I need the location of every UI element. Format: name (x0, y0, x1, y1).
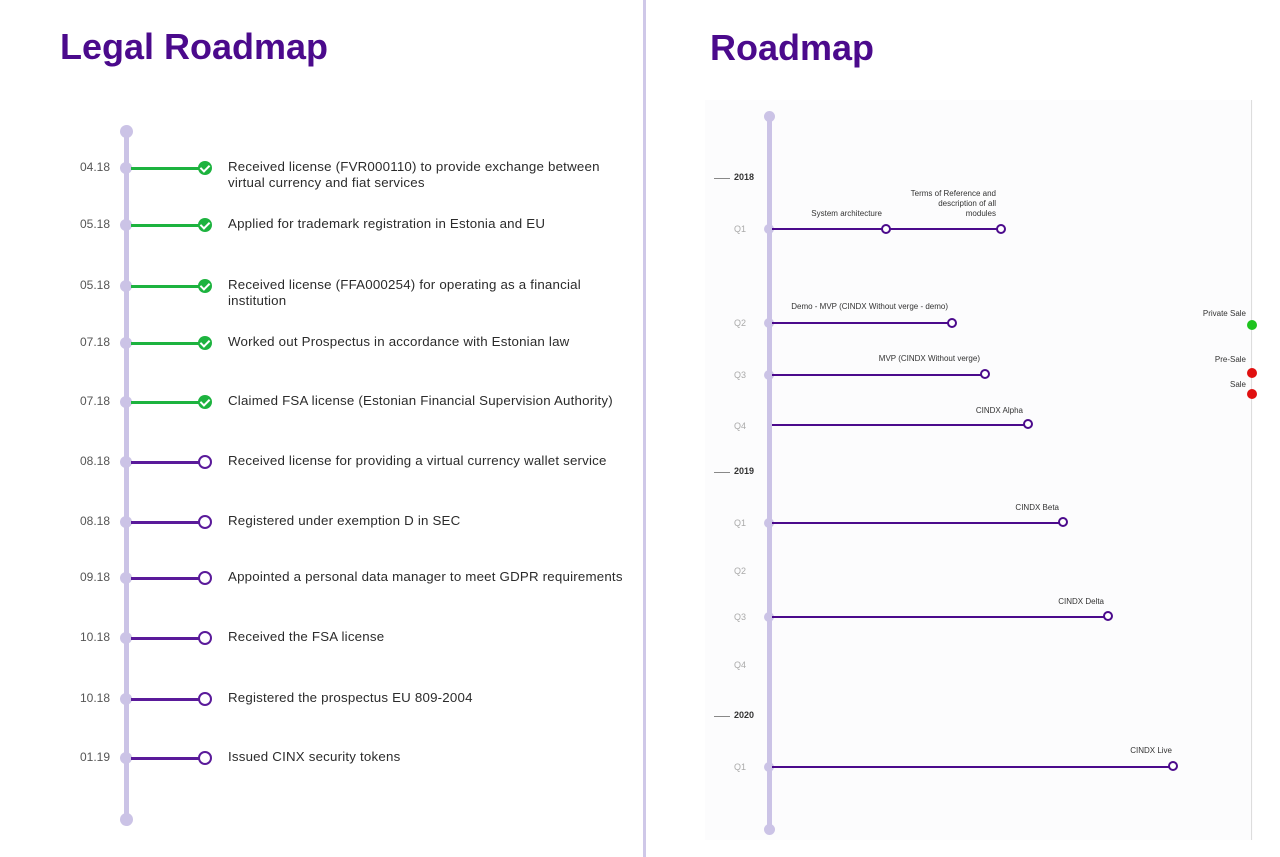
milestone-node (996, 224, 1006, 234)
legal-item (0, 512, 640, 532)
pending-circle-icon (198, 751, 212, 765)
connector-line (131, 698, 201, 701)
roadmap-right-edge (1251, 100, 1252, 840)
pending-circle-icon (198, 515, 212, 529)
legal-item (0, 628, 640, 648)
legal-item-text: Received the FSA license (228, 629, 385, 644)
pending-circle-icon (198, 692, 212, 706)
legal-item-text: Issued CINX security tokens (228, 749, 401, 764)
year-label: 2019 (734, 466, 755, 476)
connector-line (131, 637, 201, 640)
legal-item-text: Appointed a personal data manager to meet GDPR requirements (228, 569, 623, 584)
roadmap-title: Roadmap (710, 27, 875, 68)
milestone-label: Terms of Reference and description of all modules (910, 189, 996, 218)
year-marker-2018 (714, 172, 774, 184)
legal-item-date: 07.18 (79, 335, 110, 349)
year-tick (714, 716, 730, 717)
milestone-label: CINDX Alpha (975, 406, 1023, 415)
legal-item-text: Received license (FFA000254) for operating as a financial institution (228, 277, 581, 308)
pending-circle-icon (198, 631, 212, 645)
milestone-node (980, 369, 990, 379)
milestone-node (1168, 761, 1178, 771)
milestone-label: CINDX Beta (1015, 503, 1059, 512)
legal-item-date: 04.18 (79, 160, 110, 174)
legal-item-text: Applied for trademark registration in Estonia and EU (228, 216, 546, 231)
milestone-label: CINDX Live (1130, 746, 1172, 755)
sale-dot (1247, 389, 1257, 399)
year-tick (714, 178, 730, 179)
roadmap-end-cap (764, 824, 775, 835)
year-label: 2018 (734, 172, 755, 182)
milestone-node (881, 224, 891, 234)
milestone-line (772, 424, 1026, 426)
legal-timeline-end-cap (120, 813, 133, 826)
quarter-label: Q2 (733, 318, 746, 328)
legal-item-text: Received license for providing a virtual currency wallet service (228, 453, 607, 468)
legal-item (0, 568, 640, 588)
legal-item-date: 10.18 (79, 691, 110, 705)
legal-item-date: 10.18 (79, 630, 110, 644)
check-circle-icon (198, 279, 212, 293)
sale-label: Private Sale (1202, 309, 1246, 318)
legal-timeline-start-cap (120, 125, 133, 138)
sale-label: Pre-Sale (1214, 355, 1246, 364)
year-marker-2020 (714, 710, 774, 722)
legal-item-text: Worked out Prospectus in accordance with Estonian law (228, 334, 570, 349)
year-marker-2019 (714, 466, 774, 478)
pending-circle-icon (198, 571, 212, 585)
legal-item-date: 07.18 (79, 394, 110, 408)
milestone-line (772, 374, 984, 376)
pending-circle-icon (198, 455, 212, 469)
connector-line (131, 757, 201, 760)
legal-item (0, 689, 640, 709)
milestone-line (772, 616, 1108, 618)
connector-line (131, 461, 201, 464)
milestone-node (1103, 611, 1113, 621)
milestone-label: CINDX Delta (1058, 597, 1104, 606)
connector-line (131, 167, 201, 170)
connector-line (131, 521, 201, 524)
legal-item-date: 05.18 (79, 217, 110, 231)
quarter-label: Q4 (733, 660, 746, 670)
milestone-line (772, 766, 1172, 768)
milestone-line (772, 522, 1062, 524)
connector-line (131, 577, 201, 580)
private-sale-dot (1247, 320, 1257, 330)
connector-line (131, 342, 201, 345)
check-circle-icon (198, 395, 212, 409)
quarter-label: Q4 (733, 421, 746, 431)
legal-item (0, 748, 640, 768)
check-circle-icon (198, 161, 212, 175)
legal-item-text: Claimed FSA license (Estonian Financial Supervision Authority) (228, 393, 613, 408)
milestone-node (1058, 517, 1068, 527)
connector-line (131, 401, 201, 404)
legal-item (0, 215, 640, 235)
quarter-label: Q1 (733, 518, 746, 528)
legal-item (0, 158, 640, 190)
milestone-line (772, 322, 952, 324)
legal-item-date: 09.18 (79, 570, 110, 584)
legal-item-date: 01.19 (79, 750, 110, 764)
year-label: 2020 (734, 710, 755, 720)
quarter-label: Q3 (733, 370, 746, 380)
quarter-label: Q1 (733, 762, 746, 772)
year-tick (714, 472, 730, 473)
milestone-label: Demo - MVP (CINDX Without verge - demo) (791, 302, 948, 311)
legal-item-text: Registered under exemption D in SEC (228, 513, 461, 528)
legal-item-date: 05.18 (79, 278, 110, 292)
legal-item-date: 08.18 (79, 454, 110, 468)
roadmap-start-cap (764, 111, 775, 122)
quarter-label: Q1 (733, 224, 746, 234)
legal-item-date: 08.18 (79, 514, 110, 528)
milestone-label: System architecture (811, 209, 882, 218)
milestone-node (1023, 419, 1033, 429)
legal-item (0, 452, 640, 472)
quarter-label: Q3 (733, 612, 746, 622)
legal-item-text: Registered the prospectus EU 809-2004 (228, 690, 473, 705)
legal-item (0, 276, 640, 308)
milestone-node (947, 318, 957, 328)
panel-divider (643, 0, 646, 857)
legal-item-text: Received license (FVR000110) to provide exchange between virtual currency and fiat services (228, 159, 600, 190)
check-circle-icon (198, 336, 212, 350)
check-circle-icon (198, 218, 212, 232)
legal-item (0, 392, 640, 412)
connector-line (131, 285, 201, 288)
sale-label: Sale (1229, 380, 1246, 389)
legal-roadmap-title: Legal Roadmap (60, 26, 329, 67)
quarter-label: Q2 (733, 566, 746, 576)
milestone-label: MVP (CINDX Without verge) (878, 354, 980, 363)
pre-sale-dot (1247, 368, 1257, 378)
connector-line (131, 224, 201, 227)
legal-item (0, 333, 640, 353)
